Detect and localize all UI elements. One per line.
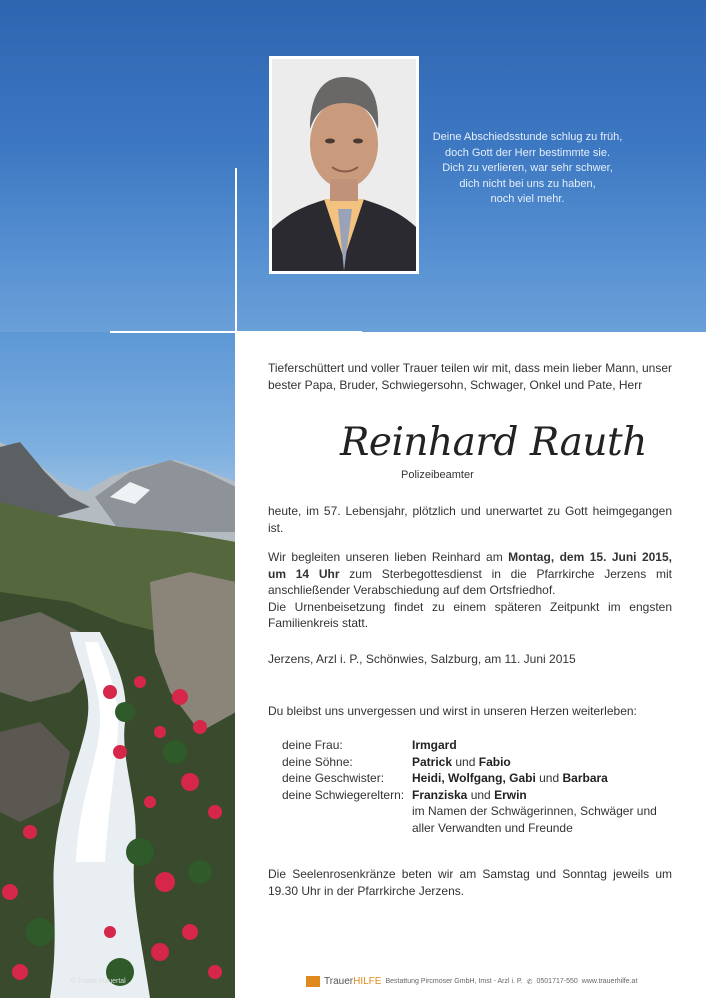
- verse-line: Dich zu verlieren, war sehr schwer,: [442, 162, 613, 174]
- death-notice-paragraph: [268, 503, 672, 536]
- family-row-relatives: [282, 803, 657, 820]
- relatives-line: im Namen der Schwägerinnen, Schwäger und: [412, 804, 657, 818]
- family-row-inlaws: [282, 787, 657, 804]
- intro-text: Tieferschüttert und voller Trauer teilen wir mit, dass mein lieber Mann, unser bester Papa, Bruder, Schwiegersohn, Schwager, Onkel und Pate, Herr: [268, 361, 672, 392]
- trauerhilfe-logo-icon: [306, 976, 320, 987]
- mountain-landscape-image: [0, 332, 236, 998]
- deceased-name: Reinhard Rauth: [340, 420, 647, 465]
- funeral-post: zum Sterbegottesdienst in die Pfarrkirche Jerzens mit anschließender Verabschiedung auf dem Ortsfriedhof.: [268, 566, 672, 597]
- intro-paragraph: [268, 360, 672, 393]
- inlaw-name: Franziska: [412, 787, 468, 802]
- family-relation: deine Frau:: [282, 738, 343, 752]
- family-row-relatives2: [282, 820, 657, 837]
- place-date-paragraph: [268, 651, 672, 668]
- spacer: [282, 820, 412, 837]
- family-relation: deine Geschwister:: [282, 771, 385, 785]
- relatives-line: aller Verwandten und Freunde: [412, 820, 573, 835]
- remember-text: Du bleibst uns unvergessen und wirst in unseren Herzen weiterleben:: [268, 704, 637, 718]
- and-word: und: [539, 771, 560, 785]
- funeral-pre: Wir begleiten unseren lieben Reinhard am: [268, 550, 509, 564]
- brand-name: [324, 976, 381, 987]
- and-word: und: [455, 754, 476, 769]
- rosary-text: Die Seelenrosenkränze beten wir am Samstag und Sonntag jeweils um 19.30 Uhr in der Pfarrkirche Jerzens.: [268, 867, 672, 898]
- cross-vertical: [235, 168, 237, 998]
- spacer: [282, 803, 412, 820]
- verse-line: dich nicht bei uns zu haben,: [459, 177, 596, 190]
- phone-number: 0501717-550: [536, 978, 578, 985]
- brand-a: Trauer: [324, 976, 354, 987]
- brand-b: HILFE: [353, 976, 382, 987]
- footer: [306, 976, 637, 987]
- and-word: und: [470, 787, 491, 802]
- place-date-text: Jerzens, Arzl i. P., Schönwies, Salzburg, am 11. Juni 2015: [268, 652, 576, 666]
- funeral-text: [268, 549, 672, 599]
- footer-url[interactable]: www.trauerhilfe.at: [581, 978, 638, 985]
- memorial-verse: [400, 130, 655, 208]
- photo-credit: © Tratter Hauertal: [70, 978, 126, 985]
- family-relation: deine Söhne:: [282, 754, 353, 769]
- family-members: [412, 754, 511, 771]
- urn-text: Die Urnenbeisetzung findet zu einem späteren Zeitpunkt im engsten Familienkreis statt.: [268, 599, 672, 630]
- portrait-photo: [269, 56, 419, 274]
- son-name: Patrick: [412, 754, 453, 769]
- funeral-paragraph: [268, 549, 672, 632]
- rosary-paragraph: [268, 866, 672, 899]
- family-members: [412, 770, 608, 787]
- deceased-profession: Polizeibeamter: [401, 469, 474, 481]
- funeral-date: Montag, dem 15. Juni 2015,: [508, 550, 672, 564]
- verse-line: noch viel mehr.: [490, 193, 565, 205]
- family-relation: deine Schwiegereltern:: [282, 787, 405, 802]
- family-row-wife: [282, 737, 657, 754]
- funeral-time: um 14 Uhr: [268, 566, 340, 581]
- family-members: [412, 737, 457, 754]
- sibling-names: Heidi, Wolfgang, Gabi: [412, 771, 536, 785]
- family-list: [282, 737, 657, 836]
- wife-name: Irmgard: [412, 738, 457, 752]
- verse-line: doch Gott der Herr bestimmte sie.: [444, 146, 611, 159]
- son-name: Fabio: [478, 754, 511, 769]
- inlaw-name: Erwin: [494, 787, 527, 802]
- company-name: Bestattung Pircmoser GmbH, Imst - Arzl i. P.: [385, 978, 523, 985]
- family-members: [412, 787, 527, 804]
- family-row-sons: [282, 754, 657, 771]
- cross-horizontal: [110, 331, 362, 333]
- landscape-illustration: [0, 332, 236, 998]
- verse-line: Deine Abschiedsstunde schlug zu früh,: [432, 131, 623, 143]
- portrait-illustration: [272, 59, 416, 271]
- death-notice-text: heute, im 57. Lebensjahr, plötzlich und unerwartet zu Gott heimgegangen ist.: [268, 504, 672, 535]
- sibling-name: Barbara: [562, 771, 608, 785]
- family-row-siblings: [282, 770, 657, 787]
- remember-paragraph: [268, 703, 672, 720]
- phone-icon: ✆: [526, 978, 533, 986]
